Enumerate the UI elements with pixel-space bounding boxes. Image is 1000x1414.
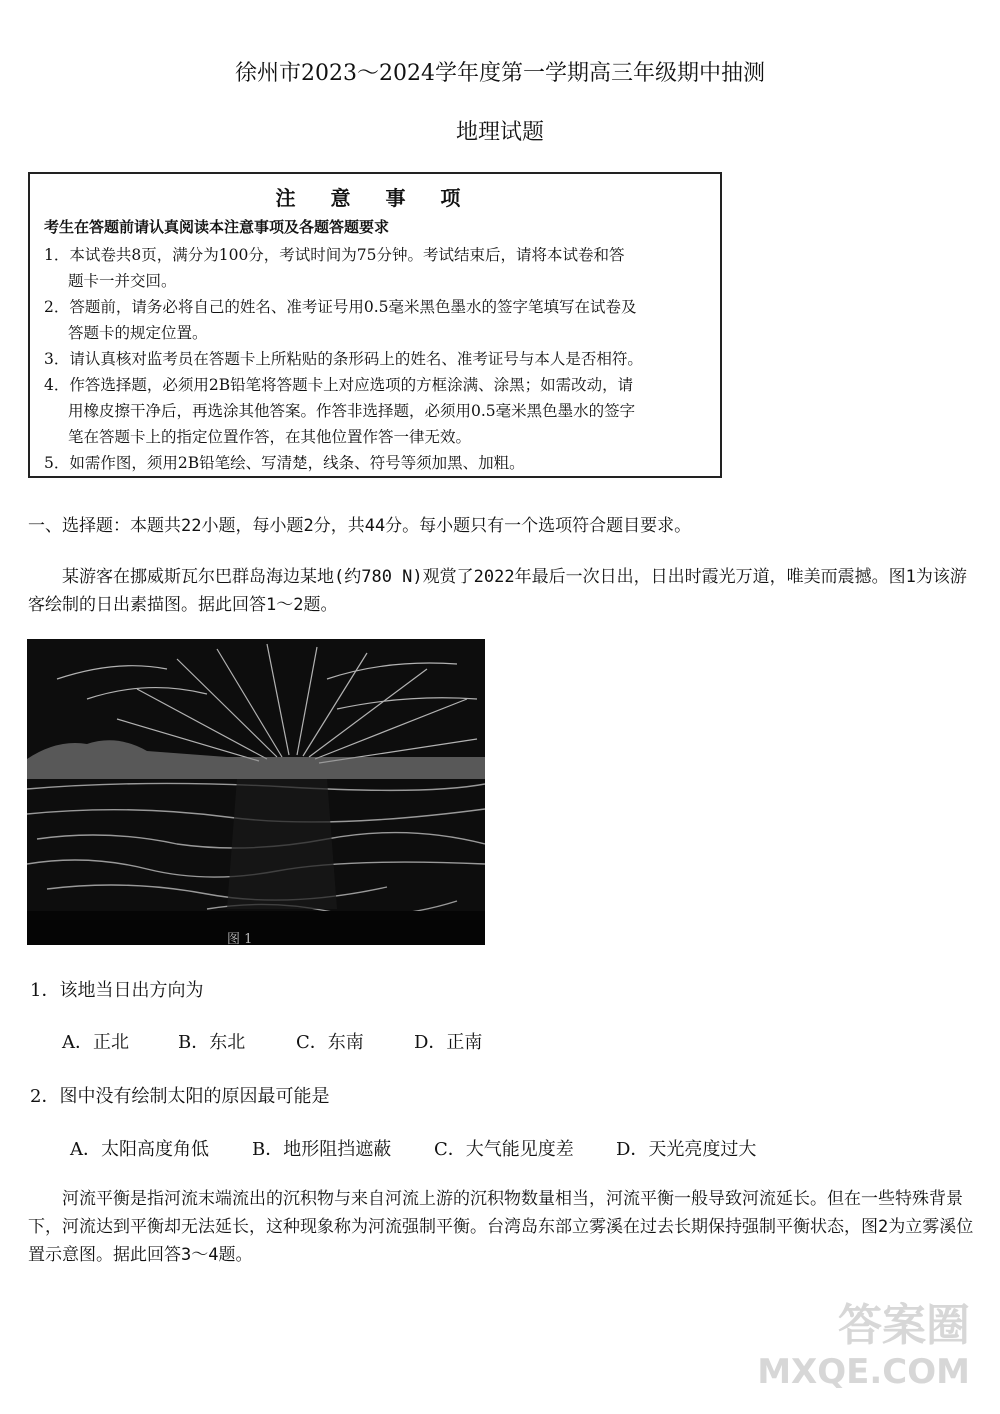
notice-line: 2．答题前，请务必将自己的姓名、准考证号用0.5毫米黑色墨水的签字笔填写在试卷及: [44, 298, 637, 316]
question-1-option-b: B．东北: [178, 1032, 246, 1053]
watermark-url: MXQE.COM: [757, 1352, 970, 1392]
question-2-option-c: C．大气能见度差: [434, 1139, 574, 1160]
notice-subheading: 考生在答题前请认真阅读本注意事项及各题答题要求: [44, 218, 390, 236]
subject-title: 地理试题: [455, 120, 544, 145]
question-2-option-b: B．地形阻挡遮蔽: [252, 1139, 392, 1160]
passage-1: 某游客在挪威斯瓦尔巴群岛海边某地(约780 N)观赏了2022年最后一次日出，日出时霞光万道，唯美而震撼。图1为该游客绘制的日出素描图。据此回答1～2题。: [28, 567, 967, 615]
question-1-option-d: D．正南: [414, 1032, 483, 1053]
notice-line: 答题卡的规定位置。: [68, 324, 208, 342]
notice-line: 题卡一并交回。: [68, 272, 177, 290]
question-2-option-d: D．天光亮度过大: [616, 1139, 757, 1160]
notice-line: 用橡皮擦干净后，再选涂其他答案。作答非选择题，必须用0.5毫米黑色墨水的签字: [68, 402, 636, 420]
notice-line: 1．本试卷共8页，满分为100分，考试时间为75分钟。考试结束后，请将本试卷和答: [44, 246, 625, 264]
question-1-option-a: A．正北: [62, 1032, 129, 1053]
question-1-option-c: C．东南: [296, 1032, 364, 1053]
notice-heading: 注 意 事 项: [275, 186, 475, 210]
notice-line: 4．作答选择题，必须用2B铅笔将答题卡上对应选项的方框涂满、涂黑；如需改动，请: [44, 376, 634, 394]
sunrise-sketch-image: [27, 639, 485, 945]
figure-1-caption: 图 1: [227, 932, 253, 945]
watermark-logo: [757, 1300, 970, 1392]
watermark-text: 答案圈: [838, 1300, 970, 1351]
question-2-option-a: A．太阳高度角低: [70, 1139, 209, 1160]
notice-line: 笔在答题卡上的指定位置作答，在其他位置作答一律无效。: [68, 428, 472, 446]
figure-1-sunrise-sketch: [27, 639, 485, 945]
exam-title: 徐州市2023～2024学年度第一学期高三年级期中抽测: [235, 61, 765, 86]
question-2-stem: 2．图中没有绘制太阳的原因最可能是: [30, 1086, 330, 1107]
notice-line: 3．请认真核对监考员在答题卡上所粘贴的条形码上的姓名、准考证号与本人是否相符。: [44, 350, 643, 368]
notice-line: 5．如需作图，须用2B铅笔绘、写清楚，线条、符号等须加黑、加粗。: [44, 454, 525, 472]
notice-box: [28, 172, 722, 478]
passage-2: 河流平衡是指河流末端流出的沉积物与来自河流上游的沉积物数量相当，河流平衡一般导致河流延长。但在一些特殊背景下，河流达到平衡却无法延长，这种现象称为河流强制平衡。台湾岛东部立雾溪在过去长期保持强制平衡状态，图2为立雾溪位置示意图。据此回答3～4题。: [28, 1189, 974, 1265]
question-1-stem: 1．该地当日出方向为: [30, 980, 204, 1001]
section-title: 一、选择题：本题共22小题，每小题2分，共44分。每小题只有一个选项符合题目要求。: [28, 516, 692, 536]
